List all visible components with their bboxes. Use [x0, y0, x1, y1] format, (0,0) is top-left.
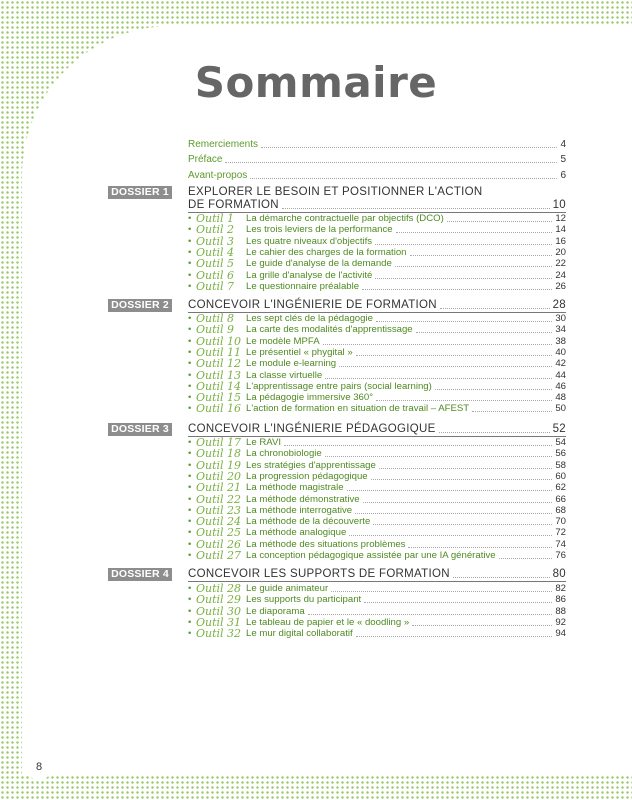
toc-entry-page: 5 [560, 154, 566, 165]
tool-entry[interactable] [188, 213, 566, 225]
tool-page: 14 [555, 224, 566, 236]
bullet-icon: • [188, 380, 192, 392]
bullet-icon: • [188, 527, 192, 539]
tool-number: Outil 13 [196, 368, 242, 382]
tool-page: 34 [555, 324, 566, 336]
tool-page: 74 [555, 538, 566, 550]
tool-label: Les quatre niveaux d'objectifs [246, 235, 373, 247]
bullet-icon: • [188, 346, 192, 358]
tool-entry[interactable] [188, 494, 566, 506]
toc-entry-label: Avant-propos [188, 170, 248, 181]
bullet-icon: • [188, 403, 192, 415]
tool-number: Outil 6 [196, 268, 235, 282]
tool-entry[interactable] [188, 550, 566, 562]
tool-number: Outil 30 [196, 604, 242, 618]
tool-page: 42 [555, 358, 566, 370]
dossier-page: 52 [552, 423, 566, 435]
bullet-icon: • [188, 482, 192, 494]
tool-number: Outil 20 [196, 469, 242, 483]
dossier-title-line1: EXPLORER LE BESOIN ET POSITIONNER L'ACTION [188, 186, 483, 198]
tool-page: 26 [555, 280, 566, 292]
tool-number: Outil 16 [196, 402, 242, 416]
tool-page: 48 [555, 392, 566, 404]
tool-entry[interactable] [188, 224, 566, 236]
tool-page: 62 [555, 482, 566, 494]
tool-page: 22 [555, 258, 566, 270]
bullet-icon: • [188, 324, 192, 336]
tool-number: Outil 24 [196, 515, 242, 529]
tool-label: Le diaporama [246, 605, 305, 617]
bullet-icon: • [188, 583, 192, 594]
tool-number: Outil 3 [196, 234, 235, 248]
dossier-heading[interactable] [188, 299, 566, 312]
tool-label: La conception pédagogique assistée par une IA générative [246, 550, 496, 561]
tool-number: Outil 22 [196, 492, 242, 506]
bullet-icon: • [188, 369, 192, 381]
bullet-icon: • [188, 616, 192, 628]
dossier-title-line1: CONCEVOIR L'INGÉNIERIE DE FORMATION [188, 299, 437, 311]
tool-label: La méthode magistrale [246, 482, 344, 494]
bullet-icon: • [188, 269, 192, 281]
tool-entry[interactable] [188, 471, 566, 483]
toc-entry-page: 4 [560, 139, 566, 150]
tool-page: 68 [555, 504, 566, 516]
toc-entry[interactable] [188, 170, 566, 182]
page-number: 8 [26, 754, 52, 780]
leader-dots [308, 606, 553, 615]
tool-number: Outil 26 [196, 537, 242, 551]
tool-entry[interactable] [188, 370, 566, 382]
tool-entry[interactable] [188, 516, 566, 528]
tool-entry[interactable] [188, 539, 566, 551]
tool-number: Outil 8 [196, 312, 235, 325]
tool-number: Outil 27 [196, 549, 242, 562]
tool-entry[interactable] [188, 583, 566, 595]
page-title: Sommaire [194, 58, 438, 107]
bullet-icon: • [188, 538, 192, 550]
tool-label: Le questionnaire préalable [246, 280, 360, 292]
leader-dots [331, 583, 552, 592]
leader-dots [395, 258, 552, 267]
tool-label: Le guide d'analyse de la demande [246, 258, 392, 270]
tool-page: 70 [555, 516, 566, 528]
tool-number: Outil 1 [196, 212, 235, 225]
leader-dots [375, 236, 552, 245]
tool-entry[interactable] [188, 392, 566, 404]
tool-page: 66 [555, 493, 566, 505]
leader-dots [440, 299, 550, 309]
leader-dots [376, 313, 552, 322]
tool-label: Les sept clés de la pédagogie [246, 313, 373, 324]
tool-label: Les supports du participant [246, 594, 362, 606]
bullet-icon: • [188, 504, 192, 516]
tool-label: Le modèle MPFA [246, 335, 320, 347]
tool-page: 40 [555, 346, 566, 358]
tool-number: Outil 5 [196, 257, 235, 271]
toc-entry-label: Remerciements [188, 139, 259, 150]
dossier-page: 28 [552, 299, 566, 311]
bullet-icon: • [188, 392, 192, 404]
tool-entry[interactable] [188, 482, 566, 494]
bullet-icon: • [188, 516, 192, 528]
leader-dots [375, 270, 552, 279]
tool-number: Outil 14 [196, 379, 242, 393]
dossier-title-line1: CONCEVOIR LES SUPPORTS DE FORMATION [188, 568, 450, 580]
tool-label: Le cahier des charges de la formation [246, 246, 407, 258]
leader-dots [371, 471, 553, 480]
leader-dots [356, 628, 553, 637]
leader-dots [396, 224, 553, 233]
dossier-page: 80 [552, 568, 566, 580]
bullet-icon: • [188, 470, 192, 482]
tool-label: Le mur digital collaboratif [246, 628, 353, 640]
tool-label: Les trois leviers de la performance [246, 224, 393, 236]
bullet-icon: • [188, 246, 192, 258]
tool-number: Outil 23 [196, 503, 242, 517]
tool-label: Le guide animateur [246, 583, 329, 594]
tool-label: Le tableau de papier et le « doodling » [246, 616, 410, 628]
dossier-heading[interactable] [188, 423, 566, 436]
leader-dots [284, 437, 552, 446]
tool-page: 56 [555, 448, 566, 460]
dossier-rule [188, 581, 566, 582]
dossier-page: 10 [552, 199, 566, 211]
tool-number: Outil 19 [196, 458, 242, 472]
bullet-icon: • [188, 258, 192, 270]
leader-dots [447, 213, 553, 222]
tool-label: La carte des modalités d'apprentissage [246, 324, 413, 336]
tool-number: Outil 15 [196, 391, 242, 405]
dossier-badge: DOSSIER 1 [108, 186, 172, 199]
tool-label: La grille d'analyse de l'activité [246, 269, 373, 281]
tool-number: Outil 12 [196, 357, 242, 371]
dossier-title-line2: DE FORMATION [188, 199, 279, 211]
tool-page: 72 [555, 527, 566, 539]
tool-entry[interactable] [188, 313, 566, 325]
dossier-badge: DOSSIER 4 [108, 568, 172, 581]
bullet-icon: • [188, 235, 192, 247]
leader-dots [412, 617, 552, 626]
tool-page: 58 [555, 459, 566, 471]
bullet-icon: • [188, 280, 192, 292]
dossier-heading[interactable] [188, 186, 566, 212]
tool-label: Le RAVI [246, 437, 282, 448]
tool-number: Outil 25 [196, 526, 242, 540]
tool-label: La méthode analogique [246, 527, 347, 539]
leader-dots [323, 336, 553, 345]
tool-entry[interactable] [188, 617, 566, 629]
toc-entry[interactable] [188, 139, 566, 151]
leader-dots [356, 347, 553, 356]
tool-page: 50 [555, 403, 566, 415]
tool-number: Outil 2 [196, 223, 235, 237]
tool-number: Outil 32 [196, 627, 242, 641]
leader-dots [349, 527, 552, 536]
tool-page: 54 [555, 437, 566, 448]
bullet-icon: • [188, 493, 192, 505]
leader-dots [439, 423, 550, 433]
tool-entry[interactable] [188, 448, 566, 460]
tool-entry[interactable] [188, 247, 566, 259]
bullet-icon: • [188, 448, 192, 460]
tool-page: 60 [555, 470, 566, 482]
leader-dots [325, 448, 553, 457]
tool-label: La méthode de la découverte [246, 516, 371, 528]
tool-number: Outil 28 [196, 582, 242, 595]
leader-dots [282, 199, 550, 209]
bullet-icon: • [188, 358, 192, 370]
bullet-icon: • [188, 313, 192, 324]
tool-entry[interactable] [188, 281, 566, 293]
dossier-title-row [188, 423, 566, 436]
tool-page: 16 [555, 235, 566, 247]
tool-page: 82 [555, 583, 566, 594]
tool-number: Outil 17 [196, 436, 242, 449]
leader-dots [364, 594, 552, 603]
dossier-badge: DOSSIER 2 [108, 299, 172, 312]
bullet-icon: • [188, 335, 192, 347]
tool-number: Outil 10 [196, 334, 242, 348]
leader-dots [379, 460, 552, 469]
tool-label: L'action de formation en situation de travail – AFEST [246, 403, 470, 415]
dossier-title-row [188, 299, 566, 312]
tool-entry[interactable] [188, 270, 566, 282]
dossier-title-line2-row [188, 199, 566, 212]
toc-entry-label: Préface [188, 154, 223, 165]
dossier-badge: DOSSIER 3 [108, 423, 172, 436]
bullet-icon: • [188, 594, 192, 606]
tool-entry[interactable] [188, 606, 566, 618]
tool-number: Outil 31 [196, 615, 242, 629]
leader-dots [363, 494, 553, 503]
toc-entry-page: 6 [560, 170, 566, 181]
tool-label: La chronobiologie [246, 448, 322, 460]
dossier-title-row [188, 568, 566, 581]
tool-entry[interactable] [188, 527, 566, 539]
leader-dots [408, 539, 552, 548]
leader-dots [373, 516, 552, 525]
tool-entry[interactable] [188, 505, 566, 517]
tool-entry[interactable] [188, 236, 566, 248]
tool-entry[interactable] [188, 381, 566, 393]
leader-dots [416, 324, 553, 333]
leader-dots [347, 482, 553, 491]
tool-label: Les stratégies d'apprentissage [246, 459, 376, 471]
tool-entry[interactable] [188, 324, 566, 336]
leader-dots [362, 281, 552, 290]
leader-dots [472, 403, 552, 412]
tool-number: Outil 18 [196, 447, 242, 461]
tool-page: 12 [555, 213, 566, 224]
bullet-icon: • [188, 213, 192, 224]
tool-label: La démarche contractuelle par objectifs (DCO) [246, 213, 444, 224]
tool-entry[interactable] [188, 358, 566, 370]
tool-entry[interactable] [188, 628, 566, 640]
tool-page: 92 [555, 616, 566, 628]
tool-number: Outil 7 [196, 279, 235, 293]
leader-dots [225, 154, 557, 163]
tool-page: 94 [555, 628, 566, 640]
tool-number: Outil 21 [196, 481, 242, 495]
tool-number: Outil 9 [196, 323, 235, 337]
leader-dots [250, 170, 557, 179]
leader-dots [325, 370, 552, 379]
tool-label: Le module e-learning [246, 358, 337, 370]
bullet-icon: • [188, 605, 192, 617]
tool-label: La pédagogie immersive 360° [246, 392, 374, 404]
leader-dots [376, 392, 552, 401]
dossier-heading[interactable] [188, 568, 566, 581]
tool-page: 44 [555, 369, 566, 381]
tool-label: Le présentiel « phygital » [246, 346, 353, 358]
tool-page: 86 [555, 594, 566, 606]
tool-label: L'apprentissage entre pairs (social learning) [246, 380, 432, 392]
tool-entry[interactable] [188, 336, 566, 348]
tool-label: La méthode interrogative [246, 504, 353, 516]
tool-entry[interactable] [188, 594, 566, 606]
bullet-icon: • [188, 459, 192, 471]
tool-entry[interactable] [188, 437, 566, 449]
tool-number: Outil 11 [196, 345, 242, 359]
dossier-title-line1: CONCEVOIR L'INGÉNIERIE PÉDAGOGIQUE [188, 423, 436, 435]
bullet-icon: • [188, 628, 192, 640]
leader-dots [261, 139, 557, 148]
tool-page: 20 [555, 246, 566, 258]
tool-label: La méthode démonstrative [246, 493, 360, 505]
leader-dots [453, 568, 550, 578]
leader-dots [410, 247, 553, 256]
tool-page: 76 [555, 550, 566, 561]
tool-entry[interactable] [188, 258, 566, 270]
tool-page: 88 [555, 605, 566, 617]
toc-entry[interactable] [188, 154, 566, 166]
tool-page: 30 [555, 313, 566, 324]
tool-page: 24 [555, 269, 566, 281]
leader-dots [355, 505, 552, 514]
tool-label: La progression pédagogique [246, 470, 368, 482]
tool-number: Outil 4 [196, 245, 235, 259]
tool-page: 46 [555, 380, 566, 392]
bullet-icon: • [188, 550, 192, 561]
tool-entry[interactable] [188, 460, 566, 472]
bullet-icon: • [188, 437, 192, 448]
tool-entry[interactable] [188, 347, 566, 359]
tool-label: La méthode des situations problèmes [246, 538, 406, 550]
tool-number: Outil 29 [196, 593, 242, 607]
bullet-icon: • [188, 224, 192, 236]
leader-dots [499, 550, 553, 559]
tool-entry[interactable] [188, 403, 566, 415]
tool-label: La classe virtuelle [246, 369, 323, 381]
tool-page: 38 [555, 335, 566, 347]
leader-dots [339, 358, 552, 367]
leader-dots [435, 381, 553, 390]
